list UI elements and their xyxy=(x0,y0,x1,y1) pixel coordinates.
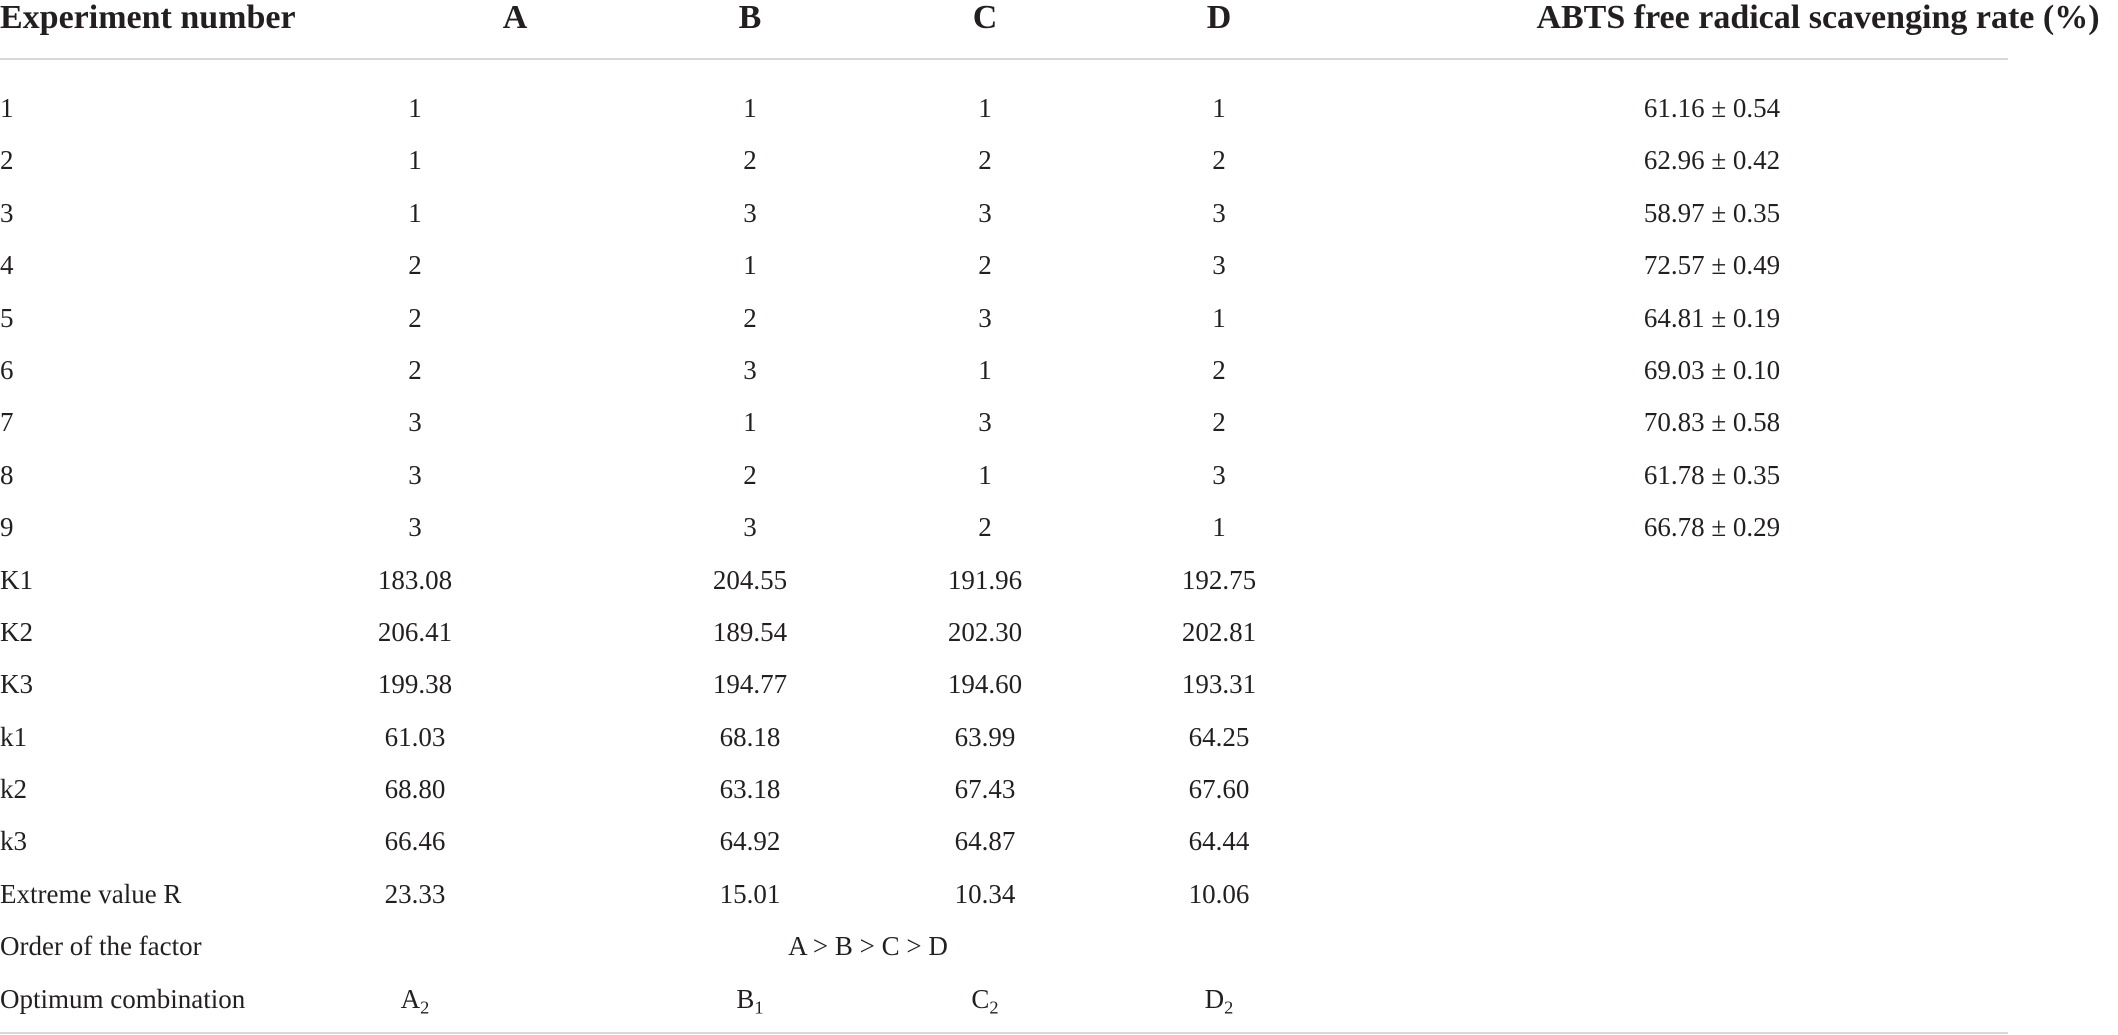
optimum-d xyxy=(1119,973,1319,1025)
cell-b: 2 xyxy=(743,302,757,333)
cell-b: 204.55 xyxy=(712,564,788,595)
cell-a: 206.41 xyxy=(377,616,453,647)
row-label: Extreme value R xyxy=(0,878,182,909)
order-row xyxy=(0,920,2008,972)
optimum-d-sub: 2 xyxy=(1224,997,1234,1018)
cell-abts xyxy=(1512,815,1912,867)
cell-b: 3 xyxy=(743,354,757,385)
cell-c: 1 xyxy=(978,354,992,385)
table-row xyxy=(0,239,2008,291)
cell-abts xyxy=(1512,868,1912,920)
cell-b: 68.18 xyxy=(719,721,781,752)
optimum-c-sub: 2 xyxy=(989,997,999,1018)
cell-abts: 69.03 ± 0.10 xyxy=(1643,354,1781,385)
cell-c: 1 xyxy=(978,459,992,490)
row-label: 4 xyxy=(0,250,14,281)
cell-d: 193.31 xyxy=(1181,669,1257,700)
table-header xyxy=(0,0,2100,60)
row-label: 8 xyxy=(0,459,14,490)
row-label: k1 xyxy=(0,721,27,752)
row-label: 7 xyxy=(0,407,14,438)
cell-a: 3 xyxy=(408,407,422,438)
cell-c: 63.99 xyxy=(954,721,1016,752)
header-factor-c: C xyxy=(972,0,998,36)
cell-d: 2 xyxy=(1212,354,1226,385)
table-row xyxy=(0,763,2008,815)
header-factor-b: B xyxy=(738,0,762,36)
cell-b: 1 xyxy=(743,93,757,123)
optimum-row xyxy=(0,973,2008,1025)
cell-b: 15.01 xyxy=(719,878,781,909)
row-label: K1 xyxy=(0,564,33,595)
cell-a: 1 xyxy=(408,197,422,228)
cell-c: 64.87 xyxy=(954,826,1016,857)
row-label: 3 xyxy=(0,197,14,228)
cell-b: 3 xyxy=(743,512,757,543)
cell-abts xyxy=(1512,606,1912,658)
table-row xyxy=(0,554,2008,606)
cell-b: 63.18 xyxy=(719,774,781,805)
table-row xyxy=(0,134,2008,186)
cell-abts: 61.78 ± 0.35 xyxy=(1643,459,1781,490)
cell-abts: 58.97 ± 0.35 xyxy=(1643,197,1781,228)
cell-a: 2 xyxy=(408,302,422,333)
row-label: 6 xyxy=(0,354,14,385)
table-row xyxy=(0,658,2008,710)
cell-a: 23.33 xyxy=(384,878,446,909)
cell-c: 2 xyxy=(978,145,992,176)
table-row xyxy=(0,501,2008,553)
cell-abts: 66.78 ± 0.29 xyxy=(1643,512,1781,543)
cell-a: 2 xyxy=(408,250,422,281)
cell-a: 1 xyxy=(408,145,422,176)
cell-a: 3 xyxy=(408,459,422,490)
row-label: 1 xyxy=(0,93,14,123)
header-experiment-number: Experiment number xyxy=(0,0,296,36)
optimum-label: Optimum combination xyxy=(0,983,246,1014)
cell-c: 3 xyxy=(978,197,992,228)
cell-d: 1 xyxy=(1212,93,1226,123)
optimum-b-base: B xyxy=(736,983,755,1014)
cell-c: 10.34 xyxy=(954,878,1016,909)
row-label: k3 xyxy=(0,826,27,857)
cell-c: 67.43 xyxy=(954,774,1016,805)
order-value: A > B > C > D xyxy=(788,931,948,962)
optimum-c xyxy=(885,973,1085,1025)
row-label: K3 xyxy=(0,669,33,700)
cell-abts: 61.16 ± 0.54 xyxy=(1643,93,1781,123)
cell-c: 202.30 xyxy=(947,616,1023,647)
cell-abts: 70.83 ± 0.58 xyxy=(1643,407,1781,438)
cell-d: 64.25 xyxy=(1188,721,1250,752)
cell-d: 3 xyxy=(1212,250,1226,281)
cell-b: 1 xyxy=(743,250,757,281)
cell-d: 1 xyxy=(1212,512,1226,543)
cell-c: 1 xyxy=(978,93,992,123)
order-label: Order of the factor xyxy=(0,931,202,962)
cell-c: 2 xyxy=(978,250,992,281)
table-row xyxy=(0,82,2008,134)
cell-a: 1 xyxy=(408,93,422,123)
cell-c: 3 xyxy=(978,407,992,438)
table-row xyxy=(0,187,2008,239)
cell-abts xyxy=(1512,711,1912,763)
optimum-b xyxy=(650,973,850,1025)
cell-d: 67.60 xyxy=(1188,774,1250,805)
cell-d: 2 xyxy=(1212,407,1226,438)
cell-b: 2 xyxy=(743,459,757,490)
cell-d: 10.06 xyxy=(1188,878,1250,909)
cell-c: 3 xyxy=(978,302,992,333)
cell-a: 199.38 xyxy=(377,669,453,700)
cell-b: 194.77 xyxy=(712,669,788,700)
cell-abts: 72.57 ± 0.49 xyxy=(1643,250,1781,281)
row-label: k2 xyxy=(0,774,27,805)
cell-a: 61.03 xyxy=(384,721,446,752)
cell-b: 1 xyxy=(743,407,757,438)
optimum-c-base: C xyxy=(971,983,990,1014)
cell-b: 64.92 xyxy=(719,826,781,857)
cell-c: 194.60 xyxy=(947,669,1023,700)
cell-b: 2 xyxy=(743,145,757,176)
optimum-d-base: D xyxy=(1204,983,1225,1014)
cell-abts xyxy=(1512,658,1912,710)
table-row xyxy=(0,711,2008,763)
optimum-a-sub: 2 xyxy=(420,997,430,1018)
cell-a: 183.08 xyxy=(377,564,453,595)
cell-d: 192.75 xyxy=(1181,564,1257,595)
table-body xyxy=(0,60,2008,1025)
header-factor-a: A xyxy=(502,0,528,36)
row-label: 2 xyxy=(0,145,14,176)
cell-abts: 64.81 ± 0.19 xyxy=(1643,302,1781,333)
table-row xyxy=(0,815,2008,867)
cell-c: 191.96 xyxy=(947,564,1023,595)
cell-d: 3 xyxy=(1212,459,1226,490)
cell-abts xyxy=(1512,763,1912,815)
table-row xyxy=(0,292,2008,344)
table-row xyxy=(0,396,2008,448)
cell-a: 66.46 xyxy=(384,826,446,857)
header-abts-rate: ABTS free radical scavenging rate (%) xyxy=(1536,0,2100,36)
cell-c: 2 xyxy=(978,512,992,543)
optimum-a xyxy=(315,973,515,1025)
cell-b: 3 xyxy=(743,197,757,228)
cell-d: 202.81 xyxy=(1181,616,1257,647)
table-row xyxy=(0,606,2008,658)
bottom-rule xyxy=(0,1032,2008,1034)
table-row xyxy=(0,449,2008,501)
cell-d: 1 xyxy=(1212,302,1226,333)
table-row xyxy=(0,868,2008,920)
cell-a: 3 xyxy=(408,512,422,543)
cell-abts xyxy=(1512,554,1912,606)
row-label: 5 xyxy=(0,302,14,333)
row-label: K2 xyxy=(0,616,33,647)
optimum-b-sub: 1 xyxy=(754,997,764,1018)
header-factor-d: D xyxy=(1206,0,1232,36)
row-label: 9 xyxy=(0,512,14,543)
cell-b: 189.54 xyxy=(712,616,788,647)
cell-a: 2 xyxy=(408,354,422,385)
cell-abts: 62.96 ± 0.42 xyxy=(1643,145,1781,176)
optimum-a-base: A xyxy=(400,983,421,1014)
table-row xyxy=(0,344,2008,396)
cell-d: 64.44 xyxy=(1188,826,1250,857)
cell-d: 2 xyxy=(1212,145,1226,176)
cell-d: 3 xyxy=(1212,197,1226,228)
cell-a: 68.80 xyxy=(384,774,446,805)
